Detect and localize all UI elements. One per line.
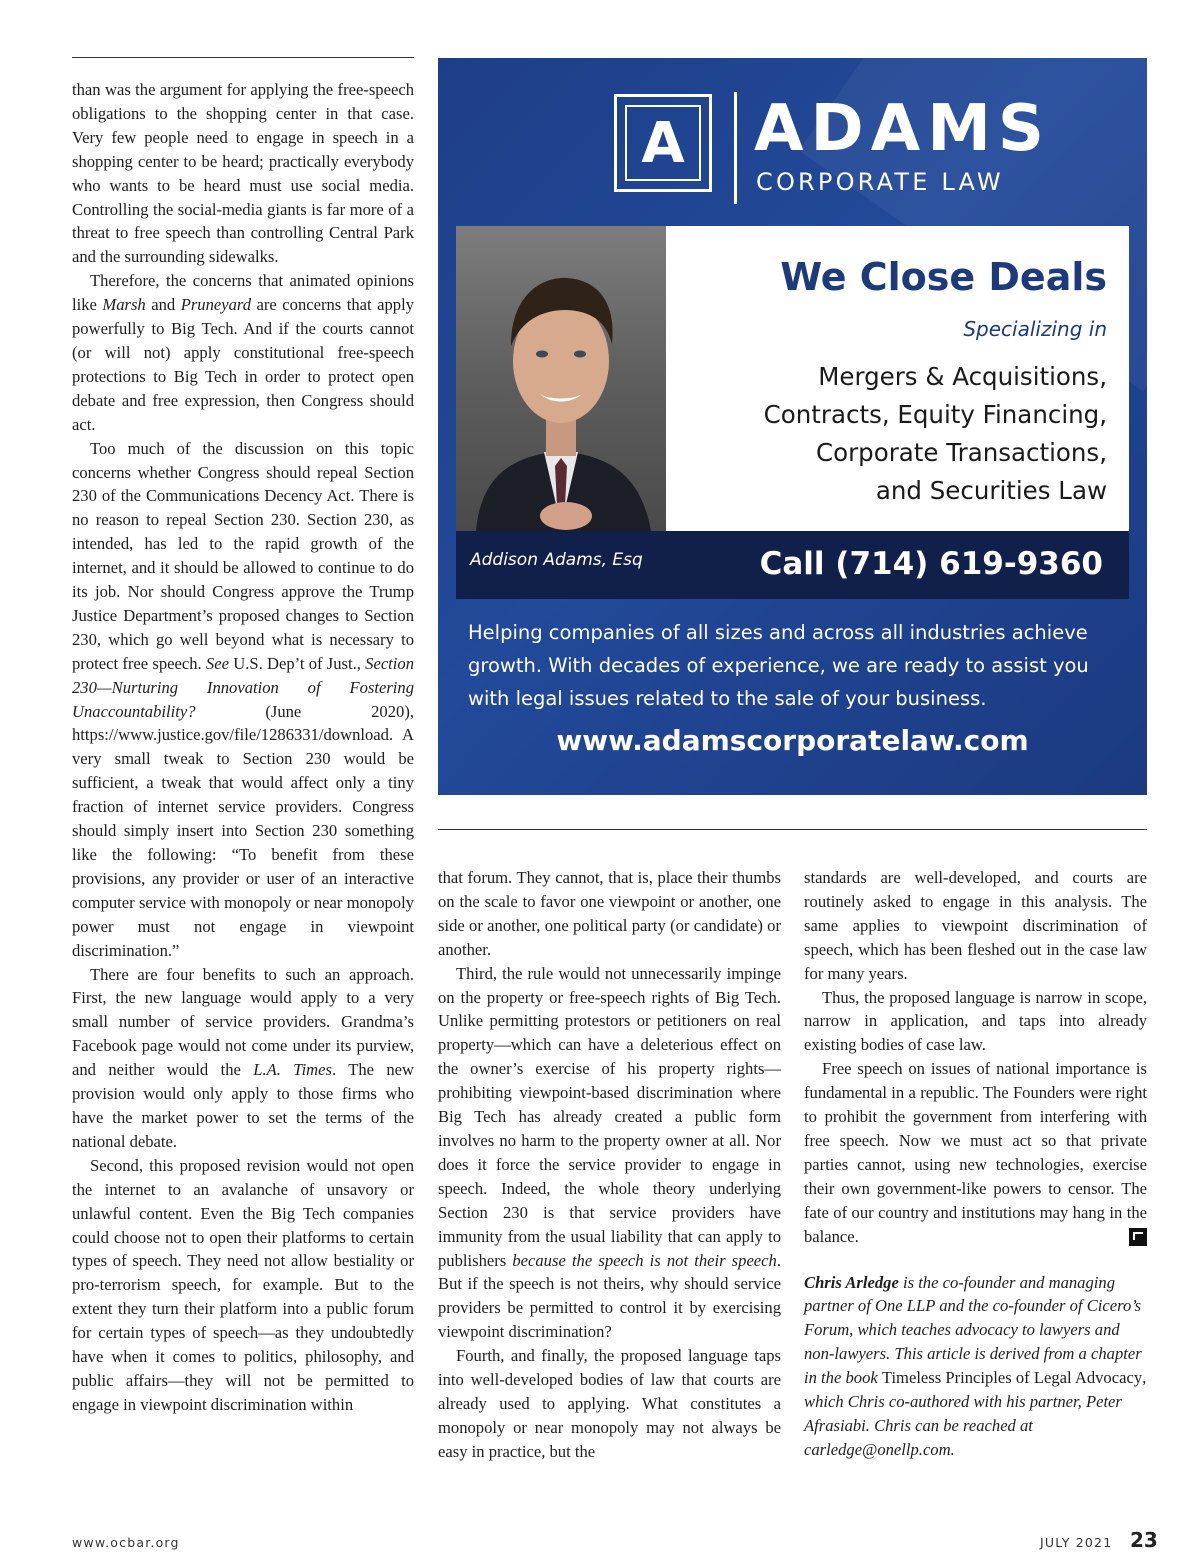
ad-website-link[interactable]: www.adamscorporatelaw.com bbox=[556, 724, 1029, 757]
service-item: Corporate Transactions, bbox=[816, 438, 1107, 467]
paragraph: Third, the rule would not unnecessarily impinge on the property or free-speech rights of Big Tech. Unlike permitting protestors or petitioners on real property—which can have a deleterious effect on the owner’s exercise of his property rights—prohibiting viewpoint-based discrimination where Big Tech has already created a public form involves no harm to the property owner at all. Nor does it force the service provider to engage in speech. Indeed, the whole theory underlying Section 230 is that service providers have immunity from the usual liability that can apply to publishers because the speech is not their speech. But if the speech is not theirs, why should service providers be permitted to control it by exercising viewpoint discrimination? bbox=[438, 963, 781, 1342]
logo-mark bbox=[614, 94, 712, 192]
service-item: Contracts, Equity Financing, bbox=[763, 400, 1107, 429]
paragraph: Second, this proposed revision would not open the internet to an avalanche of unsavory or unlawful content. Even the Big Tech companies could choose not to open their platforms to certain types of speech. They need not allow bestiality or pro-terrorism speech, for example. But to the extent they turn their platform into a public forum for certain types of speech—as they undoubtedly have when it comes to politics, philosophy, and public affairs—they will not be permitted to engage in viewpoint discrimination within bbox=[72, 1155, 414, 1414]
article-column-3 bbox=[804, 866, 1147, 1462]
author-bio: Chris Arledge is the co-founder and managing partner of One LLP and the co-founder of Cicero’s Forum, which teaches advocacy to lawyers and non-lawyers. This article is derived from a chapter in the book Timeless Principles of Legal Advocacy, which Chris co-authored with his partner, Peter Afrasiabi. Chris can be reached at carledge@onellp.com. bbox=[804, 1272, 1147, 1459]
paragraph: than was the argument for applying the free-speech obligations to the shopping center in that case. Very few people need to engage in speech in a shopping center to be heard; practically everybody who wants to be heard must use social media. Controlling the social-media giants is far more of a threat to free speech than controlling Central Park and the surrounding sidewalks. bbox=[72, 80, 414, 267]
paragraph: Fourth, and finally, the proposed language taps into well-developed bodies of law that courts are already used to applying. What constitutes a monopoly or near monopoly may not always be easy in practice, but the bbox=[438, 1346, 781, 1461]
attorney-portrait bbox=[456, 226, 666, 531]
paragraph: that forum. They cannot, that is, place their thumbs on the scale to favor one viewpoint or another, one side or another, one political party (or candidate) or another. bbox=[438, 868, 781, 959]
footer-issue-date: JULY 2021 bbox=[1040, 1535, 1113, 1550]
ad-bottom-rule bbox=[438, 829, 1147, 830]
ad-services-list bbox=[666, 358, 1107, 510]
ad-headline: We Close Deals bbox=[780, 255, 1107, 299]
ocba-end-mark-icon bbox=[1129, 1228, 1147, 1246]
page-number: 23 bbox=[1130, 1528, 1158, 1552]
logo-subtitle: CORPORATE LAW bbox=[756, 168, 1004, 196]
portrait-illustration bbox=[456, 226, 666, 531]
paragraph: There are four benefits to such an approach. First, the new language would apply to a very small number of service providers. Grandma’s Facebook page would not come under its purview, and neither would the L.A. Times. The new provision would only apply to those firms who have the market power to set the terms of the national debate. bbox=[72, 964, 414, 1151]
service-item: Mergers & Acquisitions, bbox=[818, 362, 1107, 391]
logo-name: ADAMS bbox=[754, 92, 1051, 166]
article-column-2 bbox=[438, 866, 781, 1464]
footer-website[interactable]: www.ocbar.org bbox=[72, 1535, 180, 1550]
ad-phone-number[interactable]: Call (714) 619-9360 bbox=[759, 546, 1103, 582]
paragraph: Therefore, the concerns that animated opinions like Marsh and Pruneyard are concerns that apply powerfully to Big Tech. And if the courts cannot (or will not) apply constitutional free-speech protections to Big Tech in order to protect open debate and free expression, then Congress should act. bbox=[72, 271, 414, 434]
top-rule-left bbox=[72, 57, 414, 58]
ad-person-name: Addison Adams, Esq bbox=[470, 550, 643, 570]
service-item: and Securities Law bbox=[875, 476, 1107, 505]
ad-specializing-label: Specializing in bbox=[963, 317, 1107, 341]
paragraph: standards are well-developed, and courts are routinely asked to engage in this analysis. The same applies to viewpoint discrimination of speech, which has been fleshed out in the case law for many years. bbox=[804, 868, 1147, 983]
adams-corporate-law-advertisement[interactable] bbox=[438, 58, 1147, 795]
paragraph: Thus, the proposed language is narrow in scope, narrow in application, and taps into already existing bodies of case law. bbox=[804, 987, 1147, 1055]
ad-tagline: Helping companies of all sizes and across all industries achieve growth. With decades of experience, we are ready to assist you with legal issues related to the sale of your business. bbox=[468, 621, 1089, 710]
logo-divider bbox=[734, 92, 737, 204]
article-column-1 bbox=[72, 78, 414, 1417]
paragraph: Free speech on issues of national importance is fundamental in a republic. The Founders were right to prohibit the government from interfering with free speech. Now we must act so that private parties cannot, using new technologies, exercise their own government-like powers to censor. The fate of our country and institutions may hang in the balance. bbox=[804, 1059, 1147, 1246]
logo-letter: A bbox=[625, 105, 701, 181]
paragraph: Too much of the discussion on this topic concerns whether Congress should repeal Section 230 of the Communications Decency Act. There is no reason to repeal Section 230. Section 230, as intended, has led to the rapid growth of the internet, and it should be allowed to continue to do its job. Nor should Congress approve the Trump Justice Department’s proposed changes to Section 230, which go well beyond what is necessary to protect free speech. See U.S. Dep’t of Just., Section 230—Nurturing Innovation of Fostering Unaccountability? (June 2020), https://www.justice.gov/file/1286331/download. A very small tweak to Section 230 would be sufficient, a tweak that would affect only a tiny fraction of internet service providers. Congress should simply insert into Section 230 something like the following: “To benefit from these provisions, any provider or user of an interactive computer service with monopoly or near monopoly power must not engage in viewpoint discrimination.” bbox=[72, 438, 414, 960]
